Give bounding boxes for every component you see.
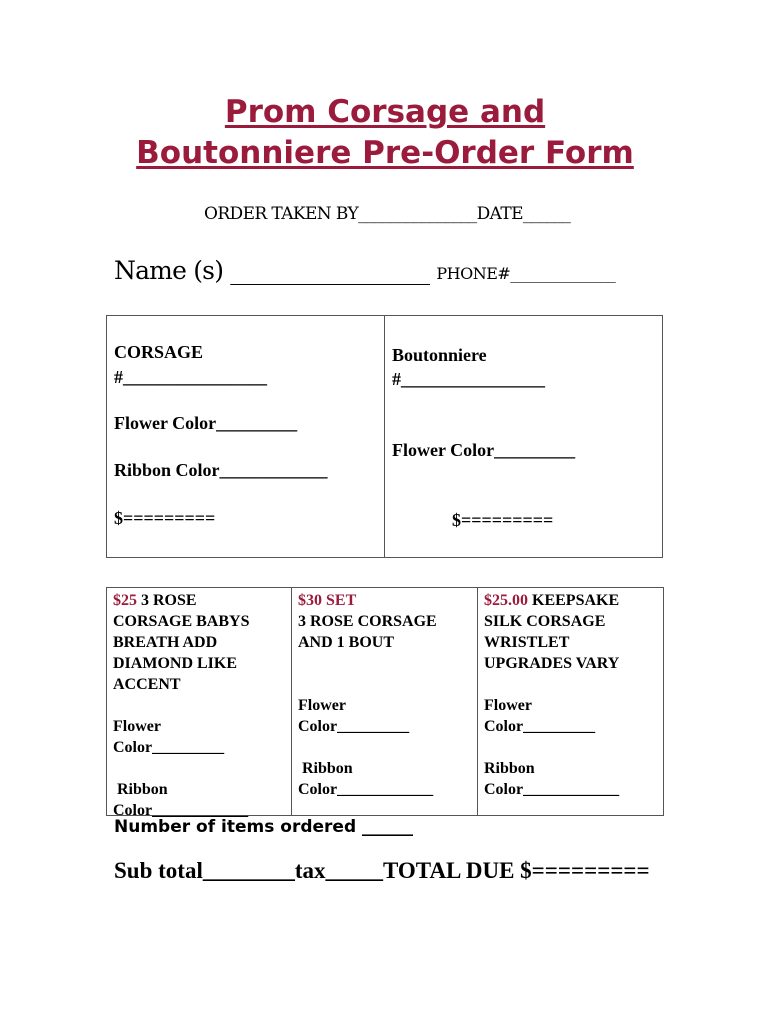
phone-field[interactable]: PHONE#______________ <box>436 264 616 283</box>
order-taken-line[interactable]: ORDER TAKEN BY_______________DATE______ <box>204 204 571 224</box>
option-2-desc-line: AND 1 BOUT <box>298 634 395 651</box>
option-3-desc-line: KEEPSAKE <box>528 592 620 609</box>
items-ordered-field[interactable]: Number of items ordered ______ <box>114 817 414 837</box>
totals-line[interactable]: Sub total________tax_____TOTAL DUE $========= <box>114 858 650 883</box>
box-divider <box>384 316 385 557</box>
name-field[interactable]: Name (s) _________________ <box>114 256 437 285</box>
option-1-desc-line: 3 ROSE <box>137 592 197 609</box>
option-3-flower-label: Flower <box>484 697 532 714</box>
corsage-boutonniere-box <box>106 315 663 558</box>
corsage-heading: CORSAGE <box>114 342 204 362</box>
form-title <box>0 92 770 174</box>
corsage-price-field[interactable]: $========= <box>114 508 216 528</box>
corsage-number-field[interactable]: #________________ <box>114 367 267 387</box>
package-options-box <box>106 587 664 819</box>
option-3-ribbon-label: Ribbon <box>484 760 535 777</box>
option-1-desc-line: DIAMOND LIKE <box>113 655 238 672</box>
corsage-ribbon-color-field[interactable]: Ribbon Color____________ <box>114 460 328 480</box>
option-3-desc-line: UPGRADES VARY <box>484 655 620 672</box>
option-2-desc-line: 3 ROSE CORSAGE <box>298 613 437 630</box>
option-1-desc-line: CORSAGE BABYS <box>113 613 250 630</box>
title-line-2: Boutonniere Pre-Order Form <box>136 135 634 171</box>
corsage-flower-color-field[interactable]: Flower Color_________ <box>114 413 298 433</box>
boutonniere-number-field[interactable]: #________________ <box>392 369 545 389</box>
option-3-ribbon-color-field[interactable]: Color____________ <box>484 781 620 798</box>
boutonniere-price-field[interactable]: $========= <box>452 510 554 530</box>
column-divider-1 <box>291 588 292 815</box>
boutonniere-flower-color-field[interactable]: Flower Color_________ <box>392 440 576 460</box>
package-option-1 <box>113 590 289 821</box>
option-2-price: $30 SET <box>298 592 357 609</box>
option-2-flower-label: Flower <box>298 697 346 714</box>
option-3-price: $25.00 <box>484 592 528 609</box>
option-1-desc-line: ACCENT <box>113 676 181 693</box>
option-2-flower-color-field[interactable]: Color_________ <box>298 718 410 735</box>
option-2-ribbon-label: Ribbon <box>298 760 353 777</box>
title-line-1: Prom Corsage and <box>224 94 546 130</box>
option-3-flower-color-field[interactable]: Color_________ <box>484 718 596 735</box>
option-1-flower-label: Flower <box>113 718 161 735</box>
option-3-desc-line: WRISTLET <box>484 634 570 651</box>
name-phone-line <box>114 256 615 285</box>
column-divider-2 <box>477 588 478 815</box>
option-1-flower-color-field[interactable]: Color_________ <box>113 739 225 756</box>
option-1-price: $25 <box>113 592 137 609</box>
boutonniere-heading: Boutonniere <box>392 345 487 365</box>
option-2-ribbon-color-field[interactable]: Color____________ <box>298 781 434 798</box>
option-1-ribbon-label: Ribbon <box>113 781 168 798</box>
option-1-desc-line: BREATH ADD <box>113 634 218 651</box>
package-option-3 <box>484 590 660 800</box>
option-1-ribbon-color-field[interactable]: Color____________ <box>113 802 249 819</box>
package-option-2 <box>298 590 474 800</box>
option-3-desc-line: SILK CORSAGE <box>484 613 606 630</box>
